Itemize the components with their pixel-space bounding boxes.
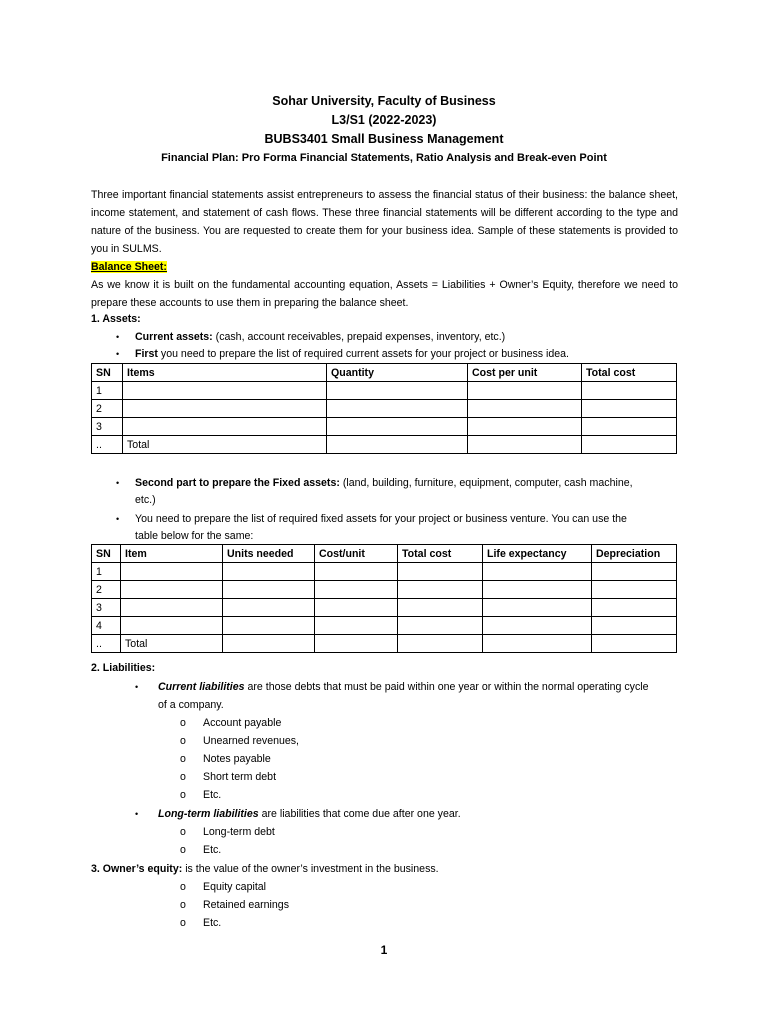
- list-item: Etc.: [203, 789, 222, 801]
- col-life-expectancy: Life expectancy: [483, 545, 592, 563]
- table-cell: [592, 599, 677, 617]
- sub-bullet-icon: o: [180, 826, 186, 838]
- bullet-icon: •: [116, 514, 120, 524]
- table-cell: [123, 418, 327, 436]
- first-label: First: [135, 348, 158, 360]
- table-cell: [123, 382, 327, 400]
- table-cell: [121, 581, 223, 599]
- sub-bullet-icon: o: [180, 753, 186, 765]
- sub-bullet-icon: o: [180, 789, 186, 801]
- fixed-assets-table: [91, 544, 677, 653]
- col-items: Items: [123, 364, 327, 382]
- table-header-row: [92, 545, 677, 563]
- table-cell: [468, 436, 582, 454]
- row-sn: ..: [92, 436, 123, 454]
- row-sn: 3: [92, 599, 121, 617]
- document-subtitle: Financial Plan: Pro Forma Financial Statements, Ratio Analysis and Break-even Point: [161, 152, 607, 164]
- current-assets-text: (cash, account receivables, prepaid expenses, inventory, etc.): [212, 331, 506, 343]
- table-cell: [121, 599, 223, 617]
- longterm-liabilities-bullet: [158, 805, 461, 823]
- table-row: [92, 599, 677, 617]
- col-total-cost: Total cost: [398, 545, 483, 563]
- table-cell: [398, 635, 483, 653]
- table-cell: [468, 400, 582, 418]
- table-row: [92, 635, 677, 653]
- row-sn: 3: [92, 418, 123, 436]
- col-cost-unit: Cost/unit: [315, 545, 398, 563]
- list-item: Unearned revenues,: [203, 735, 299, 747]
- sub-bullet-icon: o: [180, 717, 186, 729]
- table-cell: [468, 382, 582, 400]
- col-item: Item: [121, 545, 223, 563]
- col-cost-per-unit: Cost per unit: [468, 364, 582, 382]
- table-row: [92, 382, 677, 400]
- bullet-icon: •: [135, 682, 139, 692]
- intro-paragraph: Three important financial statements assist entrepreneurs to assess the financial status of their business: the balance sheet, income statement, and statement of cash flows. These three financial statements will be different according to the type and nature of the business. You are requested to create them for your business idea. Sample of these statements is provided to you in SULMS.: [91, 189, 678, 255]
- table-cell: [592, 581, 677, 599]
- table-cell: [582, 400, 677, 418]
- table-cell: [398, 563, 483, 581]
- total-label: Total: [123, 436, 327, 454]
- first-text: you need to prepare the list of required current assets for your project or business idea.: [157, 348, 569, 360]
- table-cell: [315, 599, 398, 617]
- table-cell: [327, 382, 468, 400]
- table-row: [92, 617, 677, 635]
- fixed-assets-bullet-cont: etc.): [135, 494, 156, 506]
- owners-equity-line: [91, 860, 439, 878]
- table-cell: [327, 418, 468, 436]
- list-item: Etc.: [203, 917, 222, 929]
- table-cell: [483, 617, 592, 635]
- list-item: Equity capital: [203, 881, 267, 893]
- current-assets-table: [91, 363, 677, 454]
- table-cell: [121, 563, 223, 581]
- course-title: BUBS3401 Small Business Management: [264, 132, 504, 146]
- current-liabilities-bullet: [158, 678, 649, 696]
- table-cell: [483, 635, 592, 653]
- table-cell: [327, 400, 468, 418]
- list-item: Short term debt: [203, 771, 277, 783]
- assets-heading: 1. Assets:: [91, 313, 141, 325]
- current-liabilities-text: are those debts that must be paid within one year or within the normal operating cycle: [244, 681, 649, 693]
- row-sn: 2: [92, 400, 123, 418]
- owners-equity-heading: 3. Owner’s equity:: [91, 863, 183, 875]
- current-assets-bullet: [135, 328, 505, 346]
- table-cell: [582, 418, 677, 436]
- list-item: Account payable: [203, 717, 282, 729]
- bullet-icon: •: [135, 809, 139, 819]
- table-cell: [315, 635, 398, 653]
- table-cell: [315, 563, 398, 581]
- table-cell: [223, 617, 315, 635]
- owners-equity-text: is the value of the owner’s investment in the business.: [182, 863, 439, 875]
- fixed-assets-instruction-cont: table below for the same:: [135, 530, 254, 542]
- sub-bullet-icon: o: [180, 881, 186, 893]
- table-cell: [483, 599, 592, 617]
- longterm-liabilities-text: are liabilities that come due after one year.: [258, 808, 461, 820]
- row-sn: 4: [92, 617, 121, 635]
- fixed-assets-text: (land, building, furniture, equipment, computer, cash machine,: [339, 477, 633, 489]
- table-cell: [223, 563, 315, 581]
- row-sn: ..: [92, 635, 121, 653]
- current-liabilities-label: Current liabilities: [158, 681, 245, 693]
- bullet-icon: •: [116, 478, 120, 488]
- row-sn: 1: [92, 382, 123, 400]
- col-units-needed: Units needed: [223, 545, 315, 563]
- table-cell: [223, 581, 315, 599]
- longterm-liabilities-label: Long-term liabilities: [158, 808, 259, 820]
- sub-bullet-icon: o: [180, 899, 186, 911]
- total-label: Total: [121, 635, 223, 653]
- page-number: 1: [380, 943, 388, 957]
- bullet-icon: •: [116, 332, 120, 342]
- current-liabilities-cont: of a company.: [158, 699, 224, 711]
- table-cell: [223, 599, 315, 617]
- table-cell: [582, 382, 677, 400]
- semester-title: L3/S1 (2022-2023): [331, 113, 437, 127]
- table-row: [92, 400, 677, 418]
- col-depreciation: Depreciation: [592, 545, 677, 563]
- bullet-icon: •: [116, 349, 120, 359]
- balance-sheet-heading: [91, 258, 167, 276]
- fixed-assets-bullet: [135, 474, 633, 492]
- list-item: Etc.: [203, 844, 222, 856]
- table-cell: [582, 436, 677, 454]
- col-sn: SN: [92, 545, 121, 563]
- table-cell: [121, 617, 223, 635]
- current-assets-label: Current assets:: [135, 331, 213, 343]
- row-sn: 2: [92, 581, 121, 599]
- table-cell: [315, 617, 398, 635]
- sub-bullet-icon: o: [180, 844, 186, 856]
- table-cell: [592, 617, 677, 635]
- university-title: Sohar University, Faculty of Business: [272, 94, 496, 108]
- col-quantity: Quantity: [327, 364, 468, 382]
- row-sn: 1: [92, 563, 121, 581]
- table-row: [92, 581, 677, 599]
- table-row: [92, 418, 677, 436]
- table-cell: [398, 581, 483, 599]
- list-item: Long-term debt: [203, 826, 275, 838]
- fixed-assets-instruction: You need to prepare the list of required fixed assets for your project or business venture. You can use the: [135, 513, 627, 525]
- table-cell: [592, 635, 677, 653]
- table-cell: [398, 599, 483, 617]
- sub-bullet-icon: o: [180, 735, 186, 747]
- sub-bullet-icon: o: [180, 917, 186, 929]
- table-cell: [592, 563, 677, 581]
- table-row: [92, 436, 677, 454]
- table-cell: [483, 581, 592, 599]
- table-cell: [468, 418, 582, 436]
- sub-bullet-icon: o: [180, 771, 186, 783]
- table-cell: [398, 617, 483, 635]
- col-sn: SN: [92, 364, 123, 382]
- first-bullet: [135, 345, 569, 363]
- list-item: Notes payable: [203, 753, 271, 765]
- balance-sheet-heading-text: Balance Sheet:: [91, 261, 167, 273]
- table-row: [92, 563, 677, 581]
- liabilities-heading: 2. Liabilities:: [91, 662, 156, 674]
- col-total-cost: Total cost: [582, 364, 677, 382]
- table-cell: [327, 436, 468, 454]
- table-header-row: [92, 364, 677, 382]
- table-cell: [223, 635, 315, 653]
- table-cell: [483, 563, 592, 581]
- fixed-assets-label: Second part to prepare the Fixed assets:: [135, 477, 340, 489]
- list-item: Retained earnings: [203, 899, 289, 911]
- table-cell: [315, 581, 398, 599]
- table-cell: [123, 400, 327, 418]
- balance-sheet-paragraph: As we know it is built on the fundamental accounting equation, Assets = Liabilities + Owner’s Equity, therefore we need to prepare these accounts to use them in preparing the balance sheet.: [91, 279, 678, 309]
